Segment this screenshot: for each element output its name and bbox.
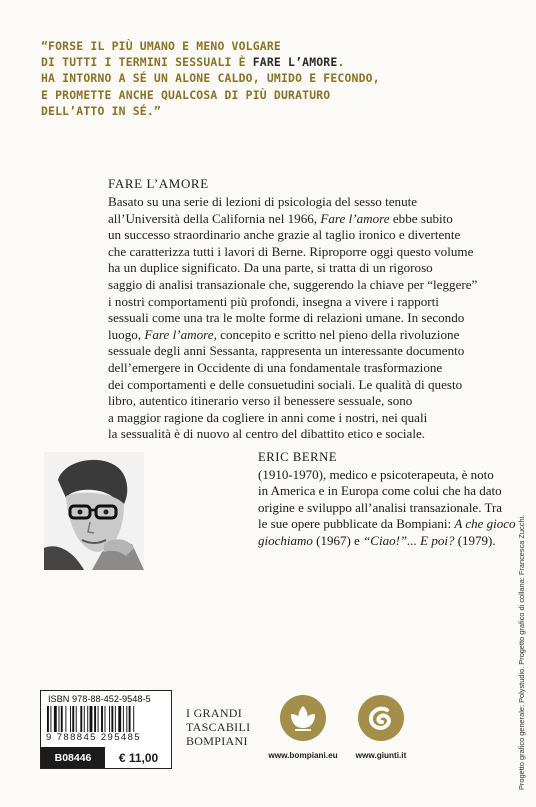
text-line: un successo straordinario anche grazie al taglio ironico e divertente	[108, 227, 461, 243]
quote-emphasis: FARE L’AMORE	[252, 55, 338, 70]
text-line: sessuali come una tra le molte forme di relazioni umane. In secondo	[108, 310, 465, 326]
bompiani-url: www.bompiani.eu	[268, 751, 338, 760]
bio-line: giochiamo (1967) e “Ciao!”... E poi? (1979).	[258, 532, 496, 548]
text-line: Basato su una serie di lezioni di psicologia del sesso tenute	[108, 194, 418, 209]
text-line: a maggior ragione da cogliere in anni come i nostri, nei quali	[108, 409, 428, 425]
quote-line: “FORSE IL PIÙ UMANO E MENO VOLGARE	[41, 39, 281, 53]
design-credits: Progetto grafico generale: Polystudio. Progetto grafico di collana: Francesca Zucchi.	[517, 514, 526, 790]
price-label: € 11,00	[118, 750, 159, 765]
giunti-url: www.giunti.it	[355, 751, 407, 760]
text-line: luogo, Fare l’amore, concepito e scritto nel pieno della rivoluzione	[108, 326, 460, 342]
work-title: “Ciao!”... E poi?	[363, 532, 455, 548]
barcode-digits: 9 788845 295485	[46, 732, 141, 743]
text-line: libro, autentico itinerario verso il benessere sessuale, sono	[108, 393, 413, 409]
text-line: la sessualità è di nuovo al centro del dibattito etico e sociale.	[108, 426, 426, 442]
text-line: che caratterizza tutti i lavori di Berne. Riproporre oggi questo volume	[108, 243, 474, 259]
text-line: i nostri comportamenti più profondi, insegna a vivere i rapporti	[108, 293, 439, 309]
author-name: ERIC BERNE	[258, 450, 338, 464]
work-title: A che gioco	[454, 516, 516, 532]
barcode-icon	[46, 706, 166, 732]
text-line: sessuale degli anni Sessanta, rappresenta un interessante documento	[108, 343, 465, 359]
author-bio	[258, 467, 516, 549]
series-line: BOMPIANI	[186, 734, 248, 748]
giunti-swirl-icon	[357, 694, 405, 742]
bio-line: (1910-1970), medico e psicoterapeuta, è noto	[258, 467, 494, 482]
series-name	[186, 706, 262, 748]
book-title-italic: Fare l’amore	[320, 210, 390, 226]
text-line: dell’emergere in Occidente di una fondamentale trasformazione	[108, 359, 443, 375]
series-line: I GRANDI	[186, 706, 243, 720]
quote-line: HA INTORNO A SÉ UN ALONE CALDO, UMIDO E FECONDO,	[41, 71, 380, 86]
description-text	[108, 194, 478, 443]
blurb-quote	[41, 38, 461, 119]
series-line: TASCABILI	[186, 720, 251, 734]
author-photo	[44, 452, 144, 570]
quote-line: E PROMETTE ANCHE QUALCOSA DI PIÙ DURATURO	[41, 87, 331, 102]
bio-line: in America e in Europa come colui che ha dato	[258, 483, 502, 499]
text-line: dei comportamenti e delle consuetudini sociali. Le qualità di questo	[108, 376, 463, 392]
quote-line: DELL’ATTO IN SÉ.”	[41, 103, 161, 118]
product-code: B08446	[41, 747, 105, 768]
work-title: giochiamo	[258, 532, 313, 548]
bio-line: le sue opere pubblicate da Bompiani: A che gioco	[258, 516, 516, 532]
isbn-label: ISBN 978-88-452-9548-5	[48, 694, 151, 704]
description-title: FARE L’AMORE	[108, 176, 209, 191]
text-line: saggio di analisi transazionale che, suggerendo la chiave per “leggere”	[108, 276, 478, 292]
bompiani-flower-icon	[279, 694, 327, 742]
bio-line: origine e sviluppo all’analisi transazionale. Tra	[258, 499, 503, 515]
barcode-block	[40, 690, 172, 769]
book-title-italic: Fare l’amore	[144, 326, 214, 342]
text-line: ha un duplice significato. Da una parte, si tratta di un rigoroso	[108, 260, 433, 276]
text-line: all’Università della California nel 1966, Fare l’amore ebbe subito	[108, 210, 453, 226]
quote-line: DI TUTTI I TERMINI SESSUALI È FARE L’AMORE.	[41, 55, 345, 70]
